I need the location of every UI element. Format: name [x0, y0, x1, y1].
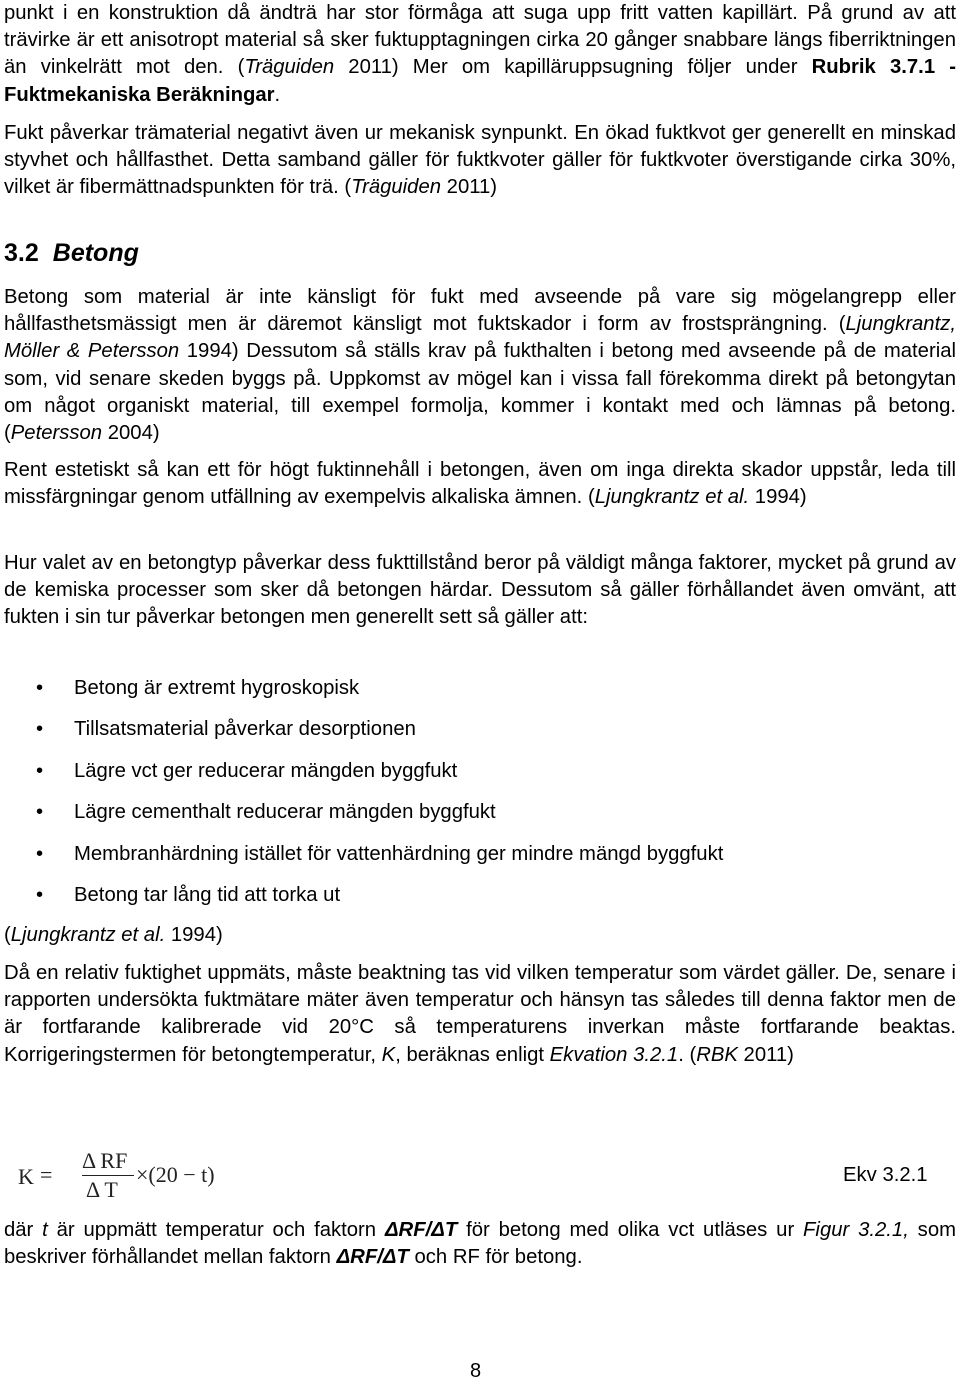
paragraph-text: Då en relativ fuktighet uppmäts, måste beaktning tas vid vilken temperatur som värdet gäller. De, senare i rapporten undersökta fuktmätare mäter även temperatur och hänsyn tas således till denna faktor men de är fortfarande kalibrerade vid 20°C så temperaturens inverkan måste fortfarande beaktas. Korrigeringstermen för betongtemperatur, — [4, 962, 956, 1066]
paragraph-text: Betong som material är inte känsligt för fukt med avseende på vare sig mögelangrepp eller hållfasthetsmässigt men är däremot känsligt mot fuktskador i form av frostsprängning. ( — [4, 286, 956, 336]
paragraph-text: 1994) Dessutom så ställs krav på fukthalten i betong med avseende på de material som, vid senare skeden byggs på. Uppkomst av mögel kan i vissa fall förekomma direkt på betongytan om något organiskt material, till exempel formolja, kommer i kontakt med och lämnas på betong. ( — [4, 340, 956, 445]
page-number: 8 — [470, 1360, 482, 1382]
equation-reference: Ekvation 3.2.1 — [549, 1043, 679, 1066]
paragraph-wood-mechanical — [4, 120, 956, 202]
list-item-text: Betong är extremt hygroskopisk — [74, 677, 360, 699]
paragraph-text: och RF för betong. — [408, 1246, 583, 1269]
paragraph-text: ( — [4, 924, 11, 946]
citation: Träguiden — [244, 56, 335, 79]
bullet-marker: • — [36, 842, 44, 865]
paragraph-text: 2004) — [102, 422, 160, 445]
paragraph-text: . — [274, 83, 281, 106]
equation-equals: = — [40, 1162, 53, 1187]
bullet-marker: • — [36, 718, 44, 741]
factor-bullet-list — [4, 675, 956, 923]
paragraph-text: där — [4, 1219, 43, 1241]
paragraph-text: som beskriver förhållandet mellan faktorn — [4, 1219, 956, 1269]
paragraph-text: 2011) — [441, 176, 498, 199]
citation: Träguiden — [351, 176, 442, 199]
bullet-marker: • — [36, 677, 44, 699]
list-item — [4, 841, 956, 882]
paragraph-variables — [4, 1217, 956, 1271]
variable-k: K — [381, 1043, 396, 1066]
figure-reference: Figur 3.2.1, — [803, 1219, 909, 1241]
equation-denominator: Δ T — [86, 1177, 118, 1202]
paragraph-concrete-intro — [4, 284, 956, 447]
paragraph-text: , beräknas enligt — [395, 1043, 550, 1066]
citation: Petersson — [10, 422, 103, 445]
list-item-text: Membranhärdning istället för vattenhärdning ger mindre mängd byggfukt — [74, 842, 724, 865]
citation: RBK — [696, 1043, 738, 1066]
list-item — [4, 799, 956, 840]
variable-t: t — [42, 1219, 48, 1241]
paragraph-text: Hur valet av en betongtyp påverkar dess fukttillstånd beror på väldigt många faktorer, mycket på grund av de kemiska processer som sker då betongen härdar. Dessutom så gäller förhållandet även omvänt, att fukten i sin tur påverkar betongen men generellt sett så gäller att: — [4, 552, 956, 629]
list-item-text: Lägre vct ger reducerar mängden byggfukt — [74, 759, 458, 782]
fraction-bar — [82, 1175, 134, 1176]
list-item — [4, 758, 956, 799]
bullet-marker: • — [36, 759, 44, 782]
paragraph-text: 1994) — [749, 486, 807, 509]
equation-label: Ekv 3.2.1 — [843, 1164, 928, 1186]
paragraph-list-citation — [4, 922, 956, 949]
paragraph-text: är uppmätt temperatur och faktorn — [47, 1219, 385, 1241]
paragraph-text: för betong med olika vct utläses ur — [457, 1219, 804, 1241]
list-item-text: Tillsatsmaterial påverkar desorptionen — [74, 718, 416, 741]
paragraph-concrete-type — [4, 550, 956, 632]
equation-numerator: Δ RF — [82, 1148, 128, 1173]
paragraph-text: . ( — [678, 1043, 697, 1066]
section-title: Betong — [52, 239, 139, 267]
ratio-term: ΔRF/ΔT — [336, 1246, 409, 1269]
paragraph-text: punkt i en konstruktion då ändträ har stor förmåga att suga upp fritt vatten kapillärt. På grund av att trävirke är ett anisotropt material så sker fuktupptagningen cirka 20 gånger snabbare längs fiberriktningen än vinkelrätt mot den. ( — [4, 2, 956, 79]
citation: Ljungkrantz, Möller & Petersson — [4, 313, 956, 363]
list-item — [4, 882, 956, 923]
paragraph-wood-capillary — [4, 0, 956, 109]
section-number: 3.2 — [4, 239, 39, 267]
citation: Ljungkrantz et al. — [10, 924, 166, 946]
equation-lhs: K — [18, 1164, 34, 1189]
citation: Ljungkrantz et al. — [594, 486, 750, 509]
paragraph-text: 2011) Mer om kapilläruppsugning följer under — [334, 56, 812, 79]
paragraph-text: Fukt påverkar trämaterial negativt även ur mekanisk synpunkt. En ökad fuktkvot ger generellt en minskad styvhet och hållfasthet. Detta samband gäller för fuktkvoter gäller för fuktkvoter överstigande cirka 30%, vilket är fibermättnadspunkten för trä. ( — [4, 122, 956, 199]
paragraph-concrete-aesthetic — [4, 457, 956, 511]
bullet-marker: • — [36, 801, 44, 824]
bullet-marker: • — [36, 883, 44, 906]
list-item — [4, 716, 956, 757]
list-item — [4, 675, 956, 716]
paragraph-text: 2011) — [737, 1043, 794, 1066]
list-item-text: Betong tar lång tid att torka ut — [74, 883, 341, 906]
paragraph-temperature — [4, 960, 956, 1069]
equation-rest: ×(20 − t) — [136, 1162, 215, 1187]
list-item-text: Lägre cementhalt reducerar mängden byggfukt — [74, 801, 496, 824]
section-heading — [4, 238, 139, 268]
equation-k — [18, 1148, 248, 1208]
paragraph-text: 1994) — [165, 924, 223, 946]
section-reference: Rubrik 3.7.1 - Fuktmekaniska Beräkningar — [4, 56, 956, 106]
paragraph-text: Rent estetiskt så kan ett för högt fuktinnehåll i betongen, även om inga direkta skador uppstår, leda till missfärgningar genom utfällning av exempelvis alkaliska ämnen. ( — [4, 459, 956, 509]
ratio-term: ΔRF/ΔT — [384, 1219, 458, 1241]
